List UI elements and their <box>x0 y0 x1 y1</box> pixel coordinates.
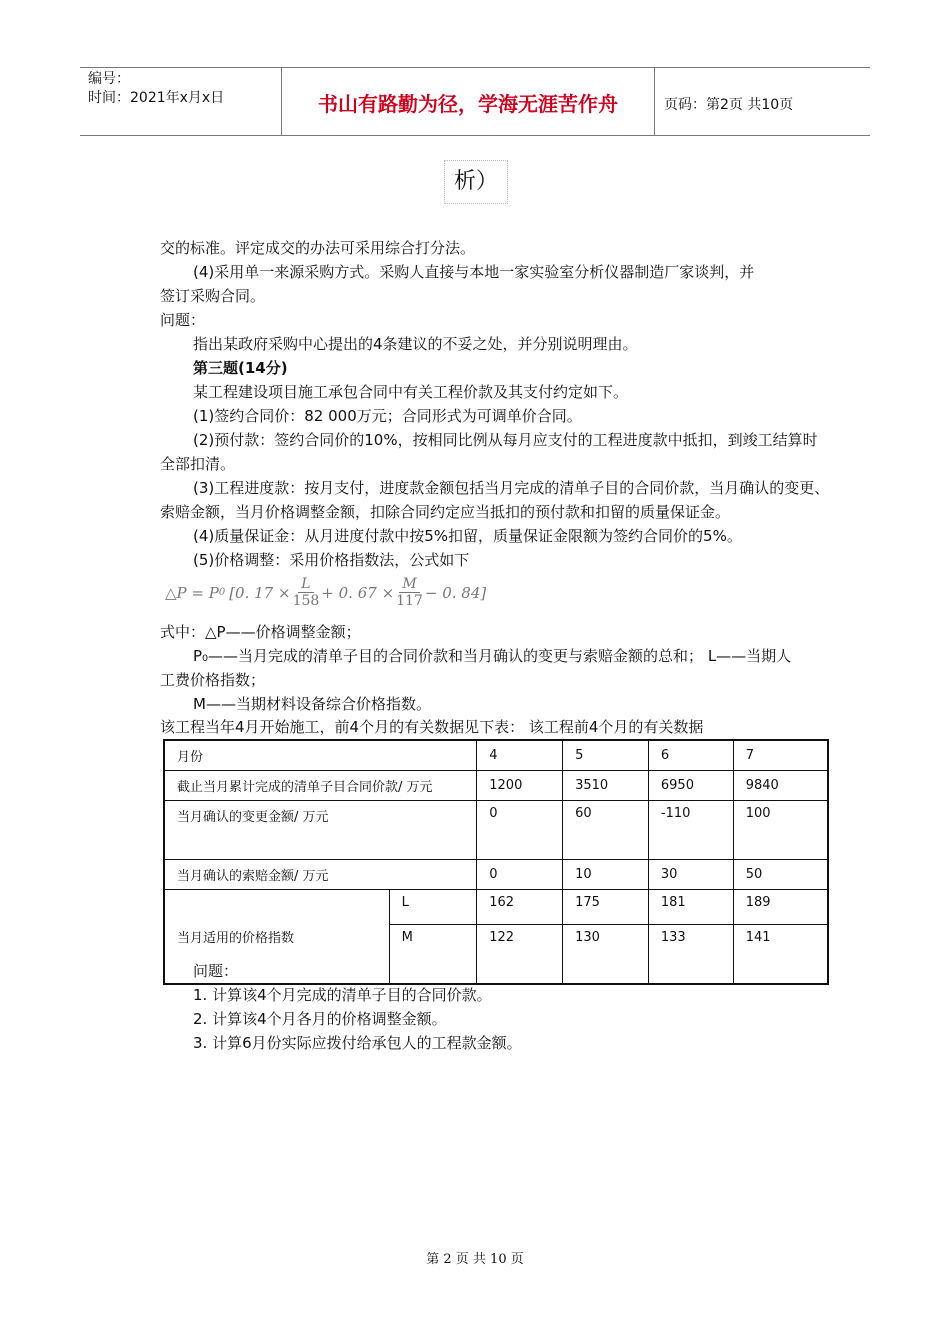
question-item: 3. 计算6月份实际应拨付给承包人的工程款金额。 <box>193 1034 522 1052</box>
table-cell: M <box>389 925 477 985</box>
question-item: 1. 计算该4个月完成的清单子目的合同价款。 <box>193 986 492 1004</box>
text-line: 指出某政府采购中心提出的4条建议的不妥之处，并分别说明理由。 <box>193 335 638 353</box>
table-cell: 30 <box>648 860 733 890</box>
page-footer: 第 2 页 共 10 页 <box>426 1252 524 1267</box>
fraction-numerator: L <box>298 576 313 593</box>
section-heading: 第三题(14分) <box>193 359 288 377</box>
formula-part2: + 0. 67 × <box>321 583 395 602</box>
text-line: 某工程建设项目施工承包合同中有关工程价款及其支付约定如下。 <box>193 383 629 401</box>
text-line: 该工程当年4月开始施工，前4个月的有关数据见下表： 该工程前4个月的有关数据 <box>160 718 704 736</box>
table-cell: 0 <box>477 801 563 860</box>
text-line: 索赔金额，当月价格调整金额，扣除合同约定应当抵扣的预付款和扣留的质量保证金。 <box>160 503 731 521</box>
table-cell: 当月确认的变更金额/ 万元 <box>164 801 477 860</box>
text-line: (2)预付款：签约合同价的10%，按相同比例从每月应支付的工程进度款中抵扣，到竣工结算时 <box>193 431 818 449</box>
table-cell: 133 <box>648 925 733 985</box>
text-line: 工费价格指数； <box>160 671 266 689</box>
fraction-denominator: 117 <box>396 593 423 609</box>
text-line: 签订采购合同。 <box>160 287 266 305</box>
table-cell: 181 <box>648 890 733 925</box>
table-cell: 当月确认的索赔金额/ 万元 <box>164 860 477 890</box>
table-cell: 0 <box>477 860 563 890</box>
table-cell: 100 <box>733 801 828 860</box>
text-line: 问题： <box>193 962 239 980</box>
table-header-row <box>164 740 828 771</box>
table-cell: 50 <box>733 860 828 890</box>
formula-part1: [0. 17 × <box>229 583 291 602</box>
text-line: 问题： <box>160 311 206 329</box>
number-label: 编号： <box>88 71 130 87</box>
table-cell: -110 <box>648 801 733 860</box>
table-cell: 141 <box>733 925 828 985</box>
table-header-cell: 月份 <box>164 740 477 771</box>
fraction-numerator: M <box>399 576 419 593</box>
text-line: (4)质量保证金：从月进度付款中按5%扣留，质量保证金限额为签约合同价的5%。 <box>193 527 742 545</box>
table-row <box>164 860 828 890</box>
header-motto: 书山有路勤为径，学海无涯苦作舟 <box>318 92 618 116</box>
data-table <box>163 739 829 985</box>
table-row <box>164 771 828 801</box>
table-header-cell: 6 <box>648 740 733 771</box>
header-top-rule <box>80 67 870 68</box>
table-cell: 130 <box>563 925 649 985</box>
text-line: M——当期材料设备综合价格指数。 <box>193 695 431 713</box>
table-cell: 3510 <box>563 771 649 801</box>
table-row <box>164 890 828 925</box>
text-line: (4)采用单一来源采购方式。采购人直接与本地一家实验室分析仪器制造厂家谈判，并 <box>193 263 755 281</box>
text-line: (5)价格调整：采用价格指数法，公式如下 <box>193 551 470 569</box>
table-cell: 162 <box>477 890 563 925</box>
formula-fraction-m <box>396 576 423 609</box>
text-line: (1)签约合同价：82 000万元；合同形式为可调单价合同。 <box>193 407 582 425</box>
formula-lhs-subscript: 0 <box>218 587 226 598</box>
header-page-label: 页码：第2页 共10页 <box>664 97 794 113</box>
text-line: 全部扣清。 <box>160 455 236 473</box>
table-cell: 1200 <box>477 771 563 801</box>
table-header-cell: 7 <box>733 740 828 771</box>
table-header-cell: 4 <box>477 740 563 771</box>
price-adjustment-formula <box>165 576 486 609</box>
table-cell: 122 <box>477 925 563 985</box>
header-meta <box>88 70 224 108</box>
question-item: 2. 计算该4个月各月的价格调整金额。 <box>193 1010 447 1028</box>
text-line: 式中：△P——价格调整金额； <box>160 623 361 641</box>
table-cell: 9840 <box>733 771 828 801</box>
table-cell: 189 <box>733 890 828 925</box>
table-cell: 截止当月累计完成的清单子目合同价款/ 万元 <box>164 771 477 801</box>
time-label: 时间：2021年x月x日 <box>88 90 225 106</box>
table-header-cell: 5 <box>563 740 649 771</box>
table-cell: 6950 <box>648 771 733 801</box>
formula-part3: − 0. 84] <box>424 583 487 602</box>
table-cell: 175 <box>563 890 649 925</box>
table-cell: 60 <box>563 801 649 860</box>
formula-lhs: △P = P <box>165 583 219 602</box>
section-fragment: 析） <box>444 160 508 204</box>
table-row <box>164 801 828 860</box>
header-bottom-rule <box>80 135 870 136</box>
formula-fraction-l <box>293 576 320 609</box>
table-cell: L <box>389 890 477 925</box>
table-cell: 当月适用的价格指数 <box>164 890 389 985</box>
text-line: 交的标准。评定成交的办法可采用综合打分法。 <box>160 239 476 257</box>
text-line: P₀——当月完成的清单子目的合同价款和当月确认的变更与索赔金额的总和； L——当期人 <box>193 647 792 665</box>
fraction-denominator: 158 <box>292 593 320 609</box>
text-line: (3)工程进度款：按月支付，进度款金额包括当月完成的清单子目的合同价款，当月确认的变更、 <box>193 479 830 497</box>
header-divider-right <box>654 67 655 135</box>
table-cell: 10 <box>563 860 649 890</box>
